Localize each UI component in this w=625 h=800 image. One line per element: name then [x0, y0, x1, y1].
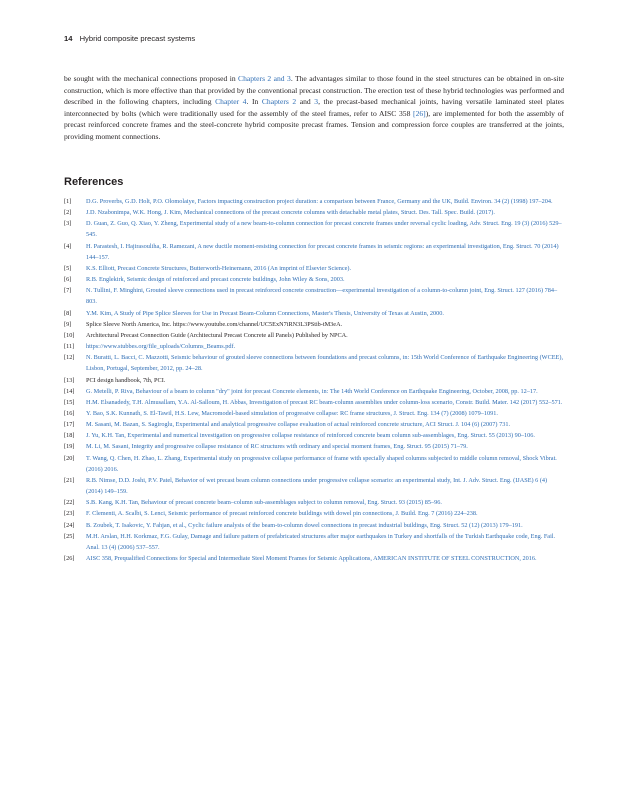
reference-number: [21]: [64, 476, 75, 484]
reference-number: [9]: [64, 320, 72, 328]
reference-link[interactable]: Splice Sleeve North America, Inc. https://www.youtube.com/channel/UC5ExN7iRN3L3PStib-tM3eA.: [86, 320, 343, 328]
reference-link[interactable]: D. Guan, Z. Guo, Q. Xiao, Y. Zheng, Experimental study of a new beam-to-column connection for precast concrete frames under reversal cyclic loading, Adv. Struct. Eng. 19 (3) (2016) 529–545.: [86, 220, 562, 239]
reference-item: [64, 408, 564, 419]
reference-item: [64, 330, 564, 341]
reference-number: [24]: [64, 521, 75, 529]
reference-link[interactable]: R.B. Englekirk, Seismic design of reinforced and precast concrete buildings, John Wiley & Sons, 2003.: [86, 276, 345, 284]
body-text-5: , the precast-based mechanical joints, having versatile laminated steel plates interconnected by bolts (which were traditionally used for the assembly of the steel frames, refer to AISC 358: [64, 97, 564, 118]
reference-link[interactable]: PCI design handbook, 7th, PCI.: [86, 376, 166, 384]
reference-item: [64, 218, 564, 240]
reference-item: [64, 319, 564, 330]
body-text-6: ), are implemented for both the assembly of precast reinforced concrete frames and the steel-concrete hybrid composite precast frames. Tension and compression force couples are transferred at the joints, providing moment connections.: [64, 108, 564, 141]
reference-item: [64, 397, 564, 408]
reference-number: [1]: [64, 198, 72, 205]
reference-item: [64, 553, 564, 564]
body-paragraph: [64, 73, 564, 143]
reference-number: [23]: [64, 510, 75, 518]
reference-item: [64, 475, 564, 497]
reference-link[interactable]: R.B. Nimse, D.D. Joshi, P.V. Patel, Behavior of wet precast beam column connections under progressive collapse scenario: an experimental study, Int. J. Adv. Struct. Eng. (IJASE) 6 (4) (2014) 149–159.: [86, 476, 548, 496]
reference-item: [64, 285, 564, 307]
page-number: 14: [64, 34, 73, 43]
reference-link[interactable]: G. Metelli, P. Riva, Behaviour of a beam to column "dry" joint for precast Concrete elements, in: The 14th World Conference on Earthquake Engineering, October, 2008, pp. 12–17.: [86, 387, 538, 395]
reference-number: [7]: [64, 287, 72, 295]
reference-link[interactable]: Architectural Precast Connection Guide (Architectural Precast Concrete all Panels) Published by NPCA.: [86, 331, 348, 339]
reference-number: [16]: [64, 409, 75, 417]
reference-link[interactable]: B. Zoubek, T. Isakovic, Y. Fahjan, et al., Cyclic failure analysis of the beam-to-column dowel connections in precast industrial buildings, Eng. Struct. 52 (12) (2013) 179–191.: [86, 521, 523, 529]
reference-link[interactable]: https://www.stubbes.org/file_uploads/Columns_Beams.pdf.: [86, 343, 236, 351]
reference-link[interactable]: M.H. Arslan, H.H. Korkmaz, F.G. Gulay, Damage and failure pattern of prefabricated structures after major earthquakes in Turkey and shortfalls of the Turkish Earthquake code, Eng. Fail. Anal. 13 (4) (2006) 537–557.: [86, 532, 556, 551]
reference-item: [64, 375, 564, 386]
reference-link[interactable]: F. Clementi, A. Scalbi, S. Lenci, Seismic performance of precast reinforced concrete buildings with dowel pin connections, J. Build. Eng. 7 (2016) 224–238.: [86, 510, 478, 518]
reference-number: [12]: [64, 354, 75, 362]
body-text-4: and: [296, 97, 315, 107]
reference-number: [19]: [64, 443, 75, 451]
reference-link[interactable]: M. Li, M. Sasani, Integrity and progressive collapse resistance of RC structures with ordinary and special moment frames, Eng. Struct. 95 (2015) 71–79.: [86, 443, 468, 451]
reference-item: [64, 352, 564, 374]
references-heading: References: [64, 176, 124, 188]
reference-item: [64, 386, 564, 397]
reference-number: [5]: [64, 264, 72, 272]
reference-link[interactable]: M. Sasani, M. Bazan, S. Sagiroglu, Experimental and analytical progressive collapse evaluation of actual reinforced concrete structure, ACI Struct. J. 104 (6) (2007) 731.: [86, 421, 511, 429]
reference-number: [22]: [64, 499, 75, 507]
reference-item: [64, 430, 564, 441]
running-head: [64, 34, 195, 43]
link-reference-26[interactable]: [26]: [413, 108, 426, 118]
reference-item: [64, 531, 564, 553]
reference-number: [8]: [64, 309, 72, 317]
book-title: Hybrid composite precast systems: [79, 34, 196, 43]
reference-number: [18]: [64, 432, 75, 440]
reference-number: [20]: [64, 454, 75, 462]
reference-item: [64, 520, 564, 531]
reference-link[interactable]: Y. Bao, S.K. Kunnath, S. El-Tawil, H.S. Lew, Macromodel-based simulation of progressive collapse: RC frame structures, J. Struct. Eng. 134 (7) (2008) 1079–1091.: [86, 409, 498, 417]
reference-link[interactable]: N. Tullini, F. Minghini, Grouted sleeve connections used in precast reinforced concrete construction—experimental investigation of a column-to-column joint, Eng. Struct. 127 (2016) 784–803.: [86, 287, 558, 306]
reference-link[interactable]: T. Wang, Q. Chen, H. Zhao, L. Zhang, Experimental study on progressive collapse performance of frame with specially shaped columns subjected to middle column removal, Shock Vibrat. (2016) 2016.: [86, 454, 557, 473]
link-chapter-3[interactable]: 3: [314, 97, 319, 107]
reference-item: [64, 508, 564, 519]
reference-link[interactable]: H.M. Elsanadedy, T.H. Almusallam, Y.A. Al-Salloum, H. Abbas, Investigation of precast RC beam-column assemblies under column-loss scenario, Constr. Build. Mater. 142 (2017) 552–571.: [86, 398, 563, 406]
reference-item: [64, 341, 564, 352]
reference-number: [11]: [64, 343, 75, 351]
reference-link[interactable]: J. Yu, K.H. Tan, Experimental and numerical investigation on progressive collapse resistance of reinforced concrete beam column sub-assemblages, Eng. Struct. 55 (2013) 90–106.: [86, 432, 535, 440]
reference-item: [64, 241, 564, 263]
reference-number: [25]: [64, 532, 75, 540]
link-chapters-2[interactable]: Chapters 2: [261, 97, 297, 107]
reference-link[interactable]: K.S. Elliott, Precast Concrete Structures, Butterworth-Heinemann, 2016 (An imprint of Elsevier Science).: [86, 264, 352, 272]
reference-item: [64, 441, 564, 452]
reference-number: [10]: [64, 331, 75, 339]
reference-link[interactable]: N. Buratti, L. Bacci, C. Mazzotti, Seismic behaviour of grouted sleeve connections between foundations and precast columns, in: 15th World Conference of Earthquake Engineering (WCEE), Lisbon, Portugal, September, 2012, pp. 24–28.: [86, 354, 564, 373]
body-text-1: be sought with the mechanical connections proposed in: [64, 74, 239, 83]
link-chapter-4[interactable]: Chapter 4: [215, 97, 247, 107]
reference-item: [64, 207, 564, 218]
reference-item: [64, 263, 564, 274]
reference-link[interactable]: Y.M. Kim, A Study of Pipe Splice Sleeves for Use in Precast Beam-Column Connections, Master's Thesis, University of Texas at Austin, 2000.: [86, 309, 444, 317]
reference-number: [26]: [64, 555, 75, 562]
reference-item: [64, 308, 564, 319]
link-chapters-2-and-3[interactable]: Chapters 2 and 3: [238, 74, 291, 83]
reference-list: [64, 196, 564, 564]
reference-number: [3]: [64, 220, 72, 228]
reference-item: [64, 453, 564, 475]
body-text-2: . The advantages similar to those found in the steel structures can be obtained in on-site construction, which is more effective than that provided by the conventional precast construction. The erection test of these hybrid technologies was performed and described in the following chapters, including: [64, 74, 564, 107]
body-text-3: . In: [246, 97, 262, 107]
reference-item: [64, 419, 564, 430]
reference-number: [15]: [64, 398, 75, 406]
reference-number: [4]: [64, 242, 72, 250]
reference-number: [14]: [64, 387, 75, 395]
reference-item: [64, 196, 564, 207]
reference-number: [6]: [64, 276, 72, 284]
reference-link[interactable]: J.D. Nzabonimpa, W.K. Hong, J. Kim, Mechanical connections of the precast concrete columns with detachable metal plates, Struct. Des. Tall. Spec. Build. (2017).: [86, 209, 495, 217]
reference-number: [2]: [64, 209, 72, 217]
reference-item: [64, 497, 564, 508]
reference-link[interactable]: S.B. Kang, K.H. Tan, Behaviour of precast concrete beam–column sub-assemblages subject to column removal, Eng. Struct. 93 (2015) 85–96.: [86, 499, 442, 507]
reference-link[interactable]: AISC 358, Prequalified Connections for Special and Intermediate Steel Moment Frames for Seismic Applications, AMERICAN INSTITUTE OF STEEL CONSTRUCTION, 2016.: [86, 555, 537, 562]
reference-item: [64, 274, 564, 285]
reference-number: [17]: [64, 421, 75, 429]
reference-link[interactable]: H. Parastesh, I. Hajirasouliha, R. Ramezani, A new ductile moment-resisting connection for precast concrete frames in seismic regions: an experimental investigation, Eng. Struct. 70 (2014) 144–157.: [86, 242, 559, 261]
reference-link[interactable]: D.G. Proverbs, G.D. Holt, P.O. Olomolaiye, Factors impacting construction project duration: a comparison between France, Germany and the UK, Build. Environ. 34 (2) (1998) 197–204.: [86, 198, 553, 205]
reference-number: [13]: [64, 376, 75, 384]
